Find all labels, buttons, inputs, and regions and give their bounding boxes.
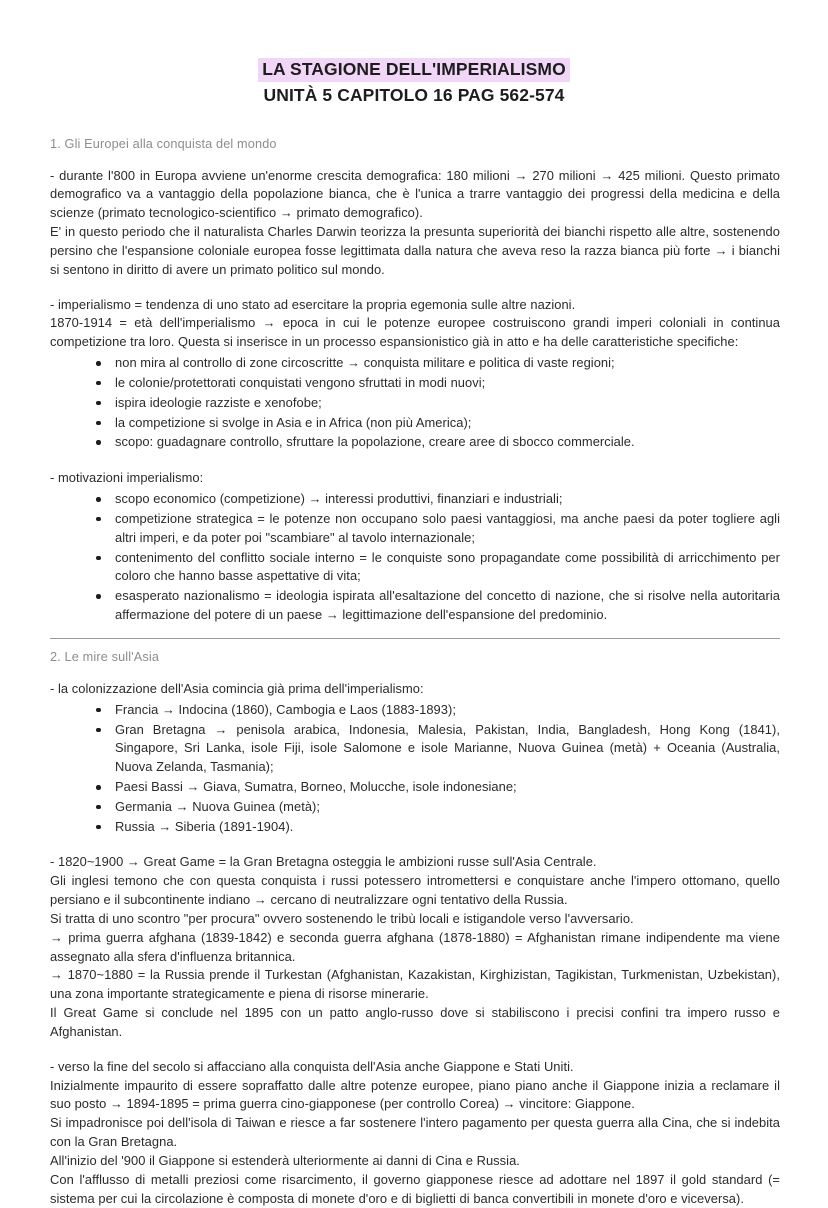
list-item: Paesi Bassi → Giava, Sumatra, Borneo, Molucche, isole indonesiane; xyxy=(96,778,780,797)
section-2 xyxy=(50,650,780,1208)
list-item: contenimento del conflitto sociale interno = le conquiste sono propagandate come possibilità di arricchimento per coloro che hanno basse aspettative di vita; xyxy=(96,549,780,587)
section-2-paragraph-4: Si tratta di uno scontro "per procura" ovvero sostenendo le tribù locali e istigandole verso l'avversario. xyxy=(50,910,634,926)
page-subtitle: UNITÀ 5 CAPITOLO 16 PAG 562-574 xyxy=(263,84,565,105)
section-2-paragraph-10: Si impadronisce poi dell'isola di Taiwan e riesce a far sostenere l'intero pagamento per questa guerra alla Cina, che si indebita con la Gran Bretagna. xyxy=(50,1115,780,1150)
list-item: esasperato nazionalismo = ideologia ispirata all'esaltazione del concetto di nazione, che si risolve nella autoritaria affermazione del potere di un paese → legittimazione dell'espansione del predominio. xyxy=(96,587,780,625)
document-body xyxy=(50,137,780,1208)
page-title: LA STAGIONE DELL'IMPERIALISMO xyxy=(258,58,570,82)
section-1 xyxy=(50,137,780,625)
section-2-paragraph-2: - 1820~1900 → Great Game = la Gran Bretagna osteggia le ambizioni russe sull'Asia Centrale. xyxy=(50,854,597,870)
section-2-bullet-list-1 xyxy=(50,701,780,837)
section-2-paragraph-6: → 1870~1880 = la Russia prende il Turkestan (Afghanistan, Kazakistan, Kirghizistan, Tagikistan, Turkmenistan, Uzbekistan), una zona importante strategicamente e piena di risorse minerarie. xyxy=(50,967,780,1002)
section-2-paragraph-1: - la colonizzazione dell'Asia comincia già prima dell'imperialismo: xyxy=(50,680,424,696)
section-1-heading: 1. Gli Europei alla conquista del mondo xyxy=(50,136,277,151)
section-1-paragraph-2: E' in questo periodo che il naturalista Charles Darwin teorizza la presunta superiorità dei bianchi rispetto alle altre, sostenendo persino che l'espansione coloniale europea fosse legittimata dalla natura che aveva reso la razza bianca più forte → i bianchi si sentono in diritto di avere un primato politico sul mondo. xyxy=(50,224,780,277)
section-2-paragraph-9: Inizialmente impaurito di essere sopraffatto dalle altre potenze europee, piano piano anche il Giappone inizia a reclamare il suo posto → 1894-1895 = prima guerra cino-giapponese (per controllo Corea) → vincitore: Giappone. xyxy=(50,1077,780,1112)
list-item: scopo economico (competizione) → interessi produttivi, finanziari e industriali; xyxy=(96,490,780,509)
list-item: Germania → Nuova Guinea (metà); xyxy=(96,798,780,817)
section-divider xyxy=(50,638,780,639)
section-1-bullet-list-1 xyxy=(50,354,780,452)
section-1-paragraph-4: 1870-1914 = età dell'imperialismo → epoca in cui le potenze europee costruiscono grandi imperi coloniali in continua competizione tra loro. Questa si inserisce in un processo espansionistico già in atto e ha delle caratteristiche specifiche: xyxy=(50,315,780,350)
list-item: Russia → Siberia (1891-1904). xyxy=(96,818,780,837)
list-item: non mira al controllo di zone circoscritte → conquista militare e politica di vaste regioni; xyxy=(96,354,780,373)
section-1-paragraph-5: - motivazioni imperialismo: xyxy=(50,470,204,486)
section-2-heading: 2. Le mire sull'Asia xyxy=(50,649,160,664)
section-1-bullet-list-2 xyxy=(50,490,780,625)
list-item: la competizione si svolge in Asia e in Africa (non più America); xyxy=(96,414,780,433)
section-2-paragraph-12: Con l'afflusso di metalli preziosi come risarcimento, il governo giapponese riesce ad adottare nel 1897 il gold standard (= sistema per cui la circolazione è composta di monete d'oro e di biglietti di banca convertibili in monete d'oro e viceversa). xyxy=(50,1171,780,1206)
section-2-paragraph-11: All'inizio del '900 il Giappone si estenderà ulteriormente ai danni di Cina e Russia. xyxy=(50,1152,520,1168)
section-2-paragraph-7: Il Great Game si conclude nel 1895 con un patto anglo-russo dove si stabiliscono i precisi confini tra impero russo e Afghanistan. xyxy=(50,1005,780,1039)
list-item: scopo: guadagnare controllo, sfruttare la popolazione, creare aree di sbocco commerciale. xyxy=(96,433,780,452)
list-item: Francia → Indocina (1860), Cambogia e Laos (1883-1893); xyxy=(96,701,780,720)
list-item: Gran Bretagna → penisola arabica, Indonesia, Malesia, Pakistan, India, Bangladesh, Hong Kong (1841), Singapore, Sri Lanka, isole Fiji, isole Salomone e isole Marianne, Nuova Guinea (metà) + Oceania (Australia, Nuova Zelanda, Tasmania); xyxy=(96,721,780,777)
section-2-paragraph-3: Gli inglesi temono che con questa conquista i russi potessero intromettersi e conquistare anche l'impero ottomano, quello persiano e il subcontinente indiano → cercano di neutralizzare ogni tentativo della Russia. xyxy=(50,873,780,908)
section-2-paragraph-8: - verso la fine del secolo si affacciano alla conquista dell'Asia anche Giappone e Stati Uniti. xyxy=(50,1058,574,1074)
list-item: ispira ideologie razziste e xenofobe; xyxy=(96,394,780,413)
list-item: competizione strategica = le potenze non occupano solo paesi vantaggiosi, ma anche paesi da poter togliere agli altri imperi, e da poter poi "scambiare" al tavolo internazionale; xyxy=(96,510,780,548)
list-item: le colonie/protettorati conquistati vengono sfruttati in modi nuovi; xyxy=(96,374,780,393)
section-1-paragraph-1: - durante l'800 in Europa avviene un'enorme crescita demografica: 180 milioni → 270 milioni → 425 milioni. Questo primato demografico va a vantaggio della popolazione bianca, che è l'unica a trarre vantaggio dei progressi della medicina e della scienze (primato tecnologico-scientifico → primato demografico). xyxy=(50,167,780,221)
title-block xyxy=(50,58,778,106)
section-1-paragraph-3: - imperialismo = tendenza di uno stato ad esercitare la propria egemonia sulle altre nazioni. xyxy=(50,296,576,312)
section-2-paragraph-5: → prima guerra afghana (1839-1842) e seconda guerra afghana (1878-1880) = Afghanistan rimane indipendente ma viene assegnato alla sfera d'influenza britannica. xyxy=(50,929,780,964)
